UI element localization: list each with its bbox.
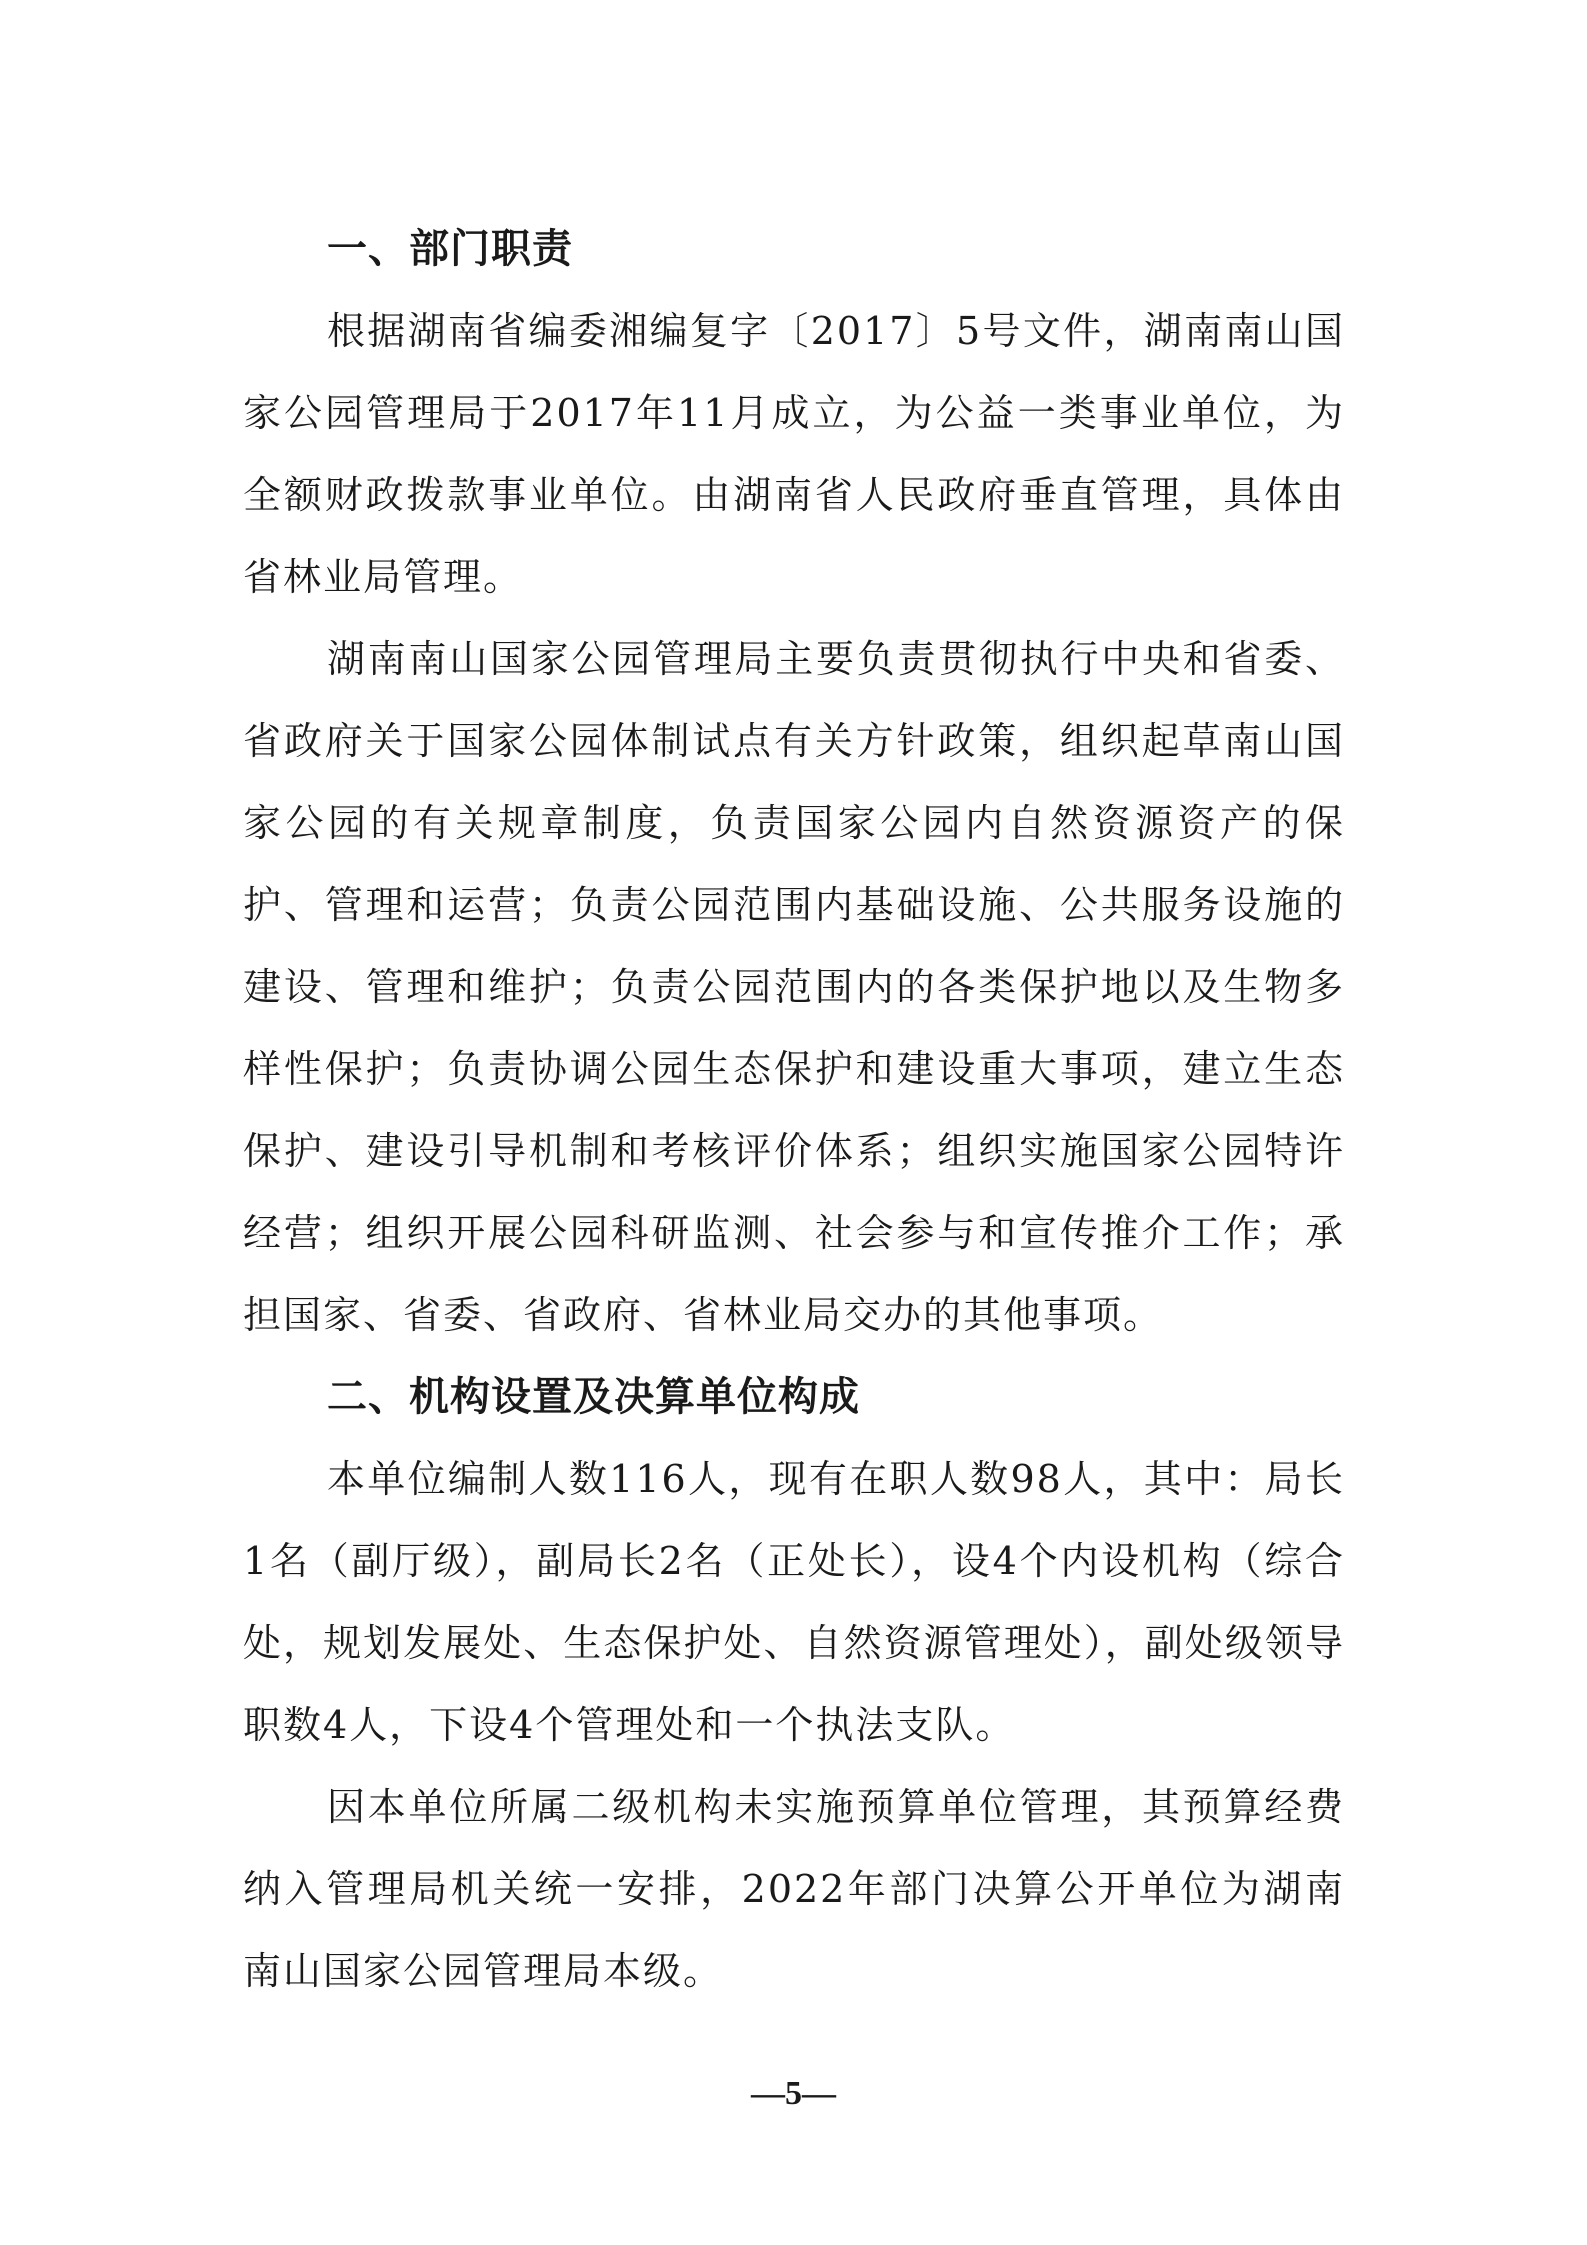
paragraph-staffing: 本单位编制人数116人，现有在职人数98人，其中：局长1名（副厅级），副局长2名（正处长），设4个内设机构（综合处，规划发展处、生态保护处、自然资源管理处），副处级领导职数4人，下设4个管理处和一个执法支队。 (243, 1457, 1345, 1747)
page-number: —5— (751, 2075, 836, 2112)
section-heading-organization: 二、机构设置及决算单位构成 (327, 1374, 860, 1420)
section-heading-department-duties: 一、部门职责 (327, 226, 573, 272)
paragraph-budget-unit: 因本单位所属二级机构未实施预算单位管理，其预算经费纳入管理局机关统一安排，2022年部门决算公开单位为湖南南山国家公园管理局本级。 (243, 1785, 1345, 1993)
paragraph-main-duties: 湖南南山国家公园管理局主要负责贯彻执行中央和省委、省政府关于国家公园体制试点有关方针政策，组织起草南山国家公园的有关规章制度，负责国家公园内自然资源资产的保护、管理和运营；负责公园范围内基础设施、公共服务设施的建设、管理和维护；负责公园范围内的各类保护地以及生物多样性保护；负责协调公园生态保护和建设重大事项，建立生态保护、建设引导机制和考核评价体系；组织实施国家公园特许经营；组织开展公园科研监测、社会参与和宣传推介工作；承担国家、省委、省政府、省林业局交办的其他事项。 (243, 637, 1345, 1337)
paragraph-establishment: 根据湖南省编委湘编复字〔2017〕5号文件，湖南南山国家公园管理局于2017年11月成立，为公益一类事业单位，为全额财政拨款事业单位。由湖南省人民政府垂直管理，具体由省林业局管理。 (243, 309, 1345, 599)
document-body (243, 208, 1345, 2012)
